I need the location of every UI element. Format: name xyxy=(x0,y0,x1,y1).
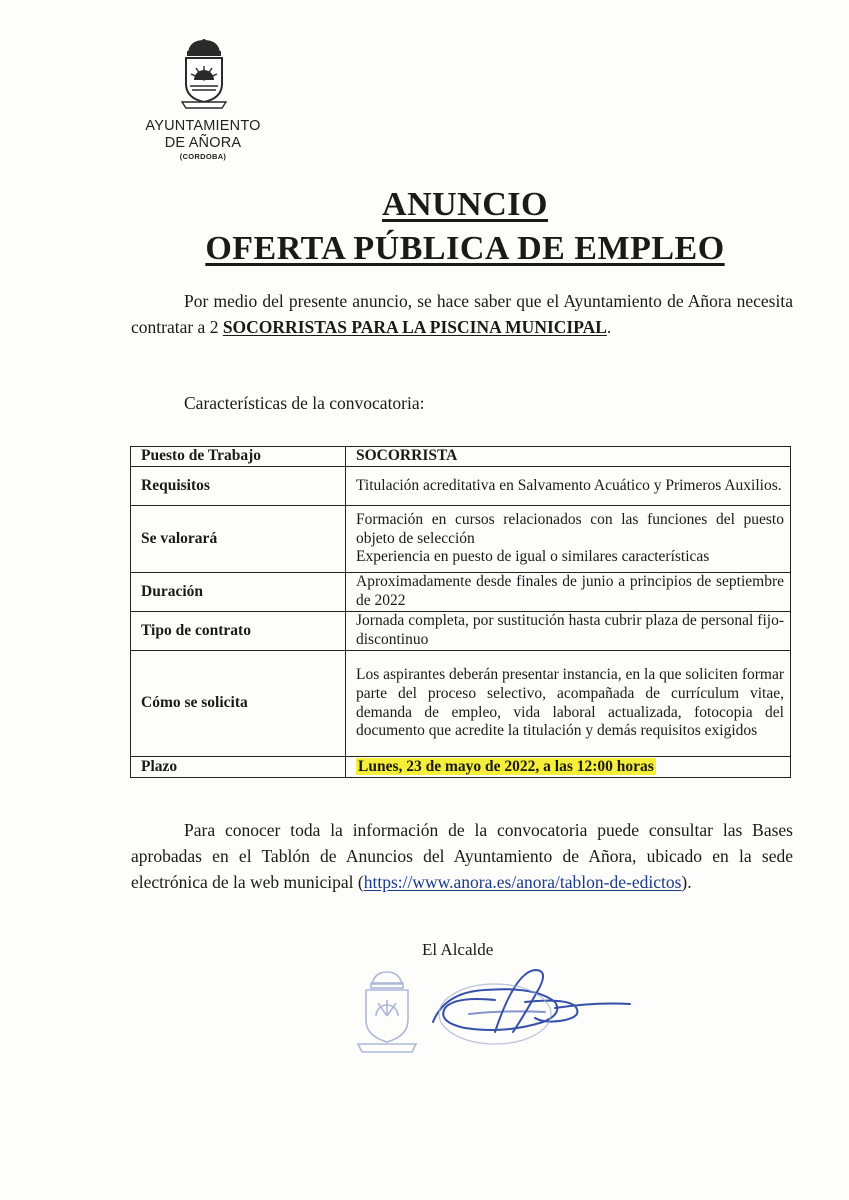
intro-paragraph xyxy=(131,288,793,340)
table-row xyxy=(131,651,791,757)
characteristics-table xyxy=(130,446,791,778)
table-row xyxy=(131,612,791,651)
row-label: Plazo xyxy=(131,757,346,778)
official-seal-icon xyxy=(352,968,422,1056)
row-value: SOCORRISTA xyxy=(346,447,791,467)
table-row xyxy=(131,467,791,506)
closing-end: ). xyxy=(681,872,692,892)
table-row xyxy=(131,573,791,612)
table-row xyxy=(131,506,791,573)
intro-emphasis: SOCORRISTAS PARA LA PISCINA MUNICIPAL xyxy=(222,317,607,337)
closing-paragraph xyxy=(131,817,793,895)
row-value: Jornada completa, por sustitución hasta cubrir plaza de personal fijo-discontinuo xyxy=(346,612,791,651)
row-value-line1: Formación en cursos relacionados con las funciones del puesto objeto de selección xyxy=(356,510,784,547)
row-label: Duración xyxy=(131,573,346,612)
table-row xyxy=(131,447,791,467)
intro-end: . xyxy=(606,317,612,337)
document-title: ANUNCIO xyxy=(382,186,548,223)
table-row xyxy=(131,757,791,778)
row-label: Tipo de contrato xyxy=(131,612,346,651)
closing-text: Para conocer toda la información de la convocatoria puede consultar las Bases aprobadas en el Tablón de Anuncios del Ayuntamiento de Añora, ubicado en la sede electrónica de la web municipal ( xyxy=(131,820,793,892)
document-subtitle: OFERTA PÚBLICA DE EMPLEO xyxy=(205,230,725,267)
organization-header xyxy=(128,118,278,161)
intro-text: Por medio del presente anuncio, se hace saber que el Ayuntamiento de Añora necesita contratar a 2 xyxy=(131,291,793,337)
org-name-line1: AYUNTAMIENTO xyxy=(145,118,261,134)
signature-icon xyxy=(425,962,635,1052)
row-value xyxy=(346,757,791,778)
row-label: Se valorará xyxy=(131,506,346,573)
signer-title: El Alcalde xyxy=(422,940,494,959)
coat-of-arms-icon xyxy=(176,38,232,112)
row-value: Los aspirantes deberán presentar instancia, en la que soliciten formar parte del proceso selectivo, acompañada de currículum vitae, demanda de empleo, vida laboral actualizada, fotocopia del documento que acredite la titulación y demás requisitos exigidos xyxy=(346,651,791,757)
section-label: Características de la convocatoria: xyxy=(184,393,425,413)
org-name-line2: DE AÑORA xyxy=(164,135,242,151)
row-label: Puesto de Trabajo xyxy=(131,447,346,467)
deadline-highlight: Lunes, 23 de mayo de 2022, a las 12:00 horas xyxy=(358,757,654,775)
org-province: (CORDOBA) xyxy=(179,152,227,161)
row-label: Requisitos xyxy=(131,467,346,506)
row-value xyxy=(346,506,791,573)
row-value: Aproximadamente desde finales de junio a principios de septiembre de 2022 xyxy=(346,573,791,612)
row-label: Cómo se solicita xyxy=(131,651,346,757)
row-value: Titulación acreditativa en Salvamento Acuático y Primeros Auxilios. xyxy=(346,467,791,506)
tablon-edictos-link[interactable]: https://www.anora.es/anora/tablon-de-edictos xyxy=(363,872,682,892)
row-value-line2: Experiencia en puesto de igual o similares características xyxy=(356,548,710,566)
